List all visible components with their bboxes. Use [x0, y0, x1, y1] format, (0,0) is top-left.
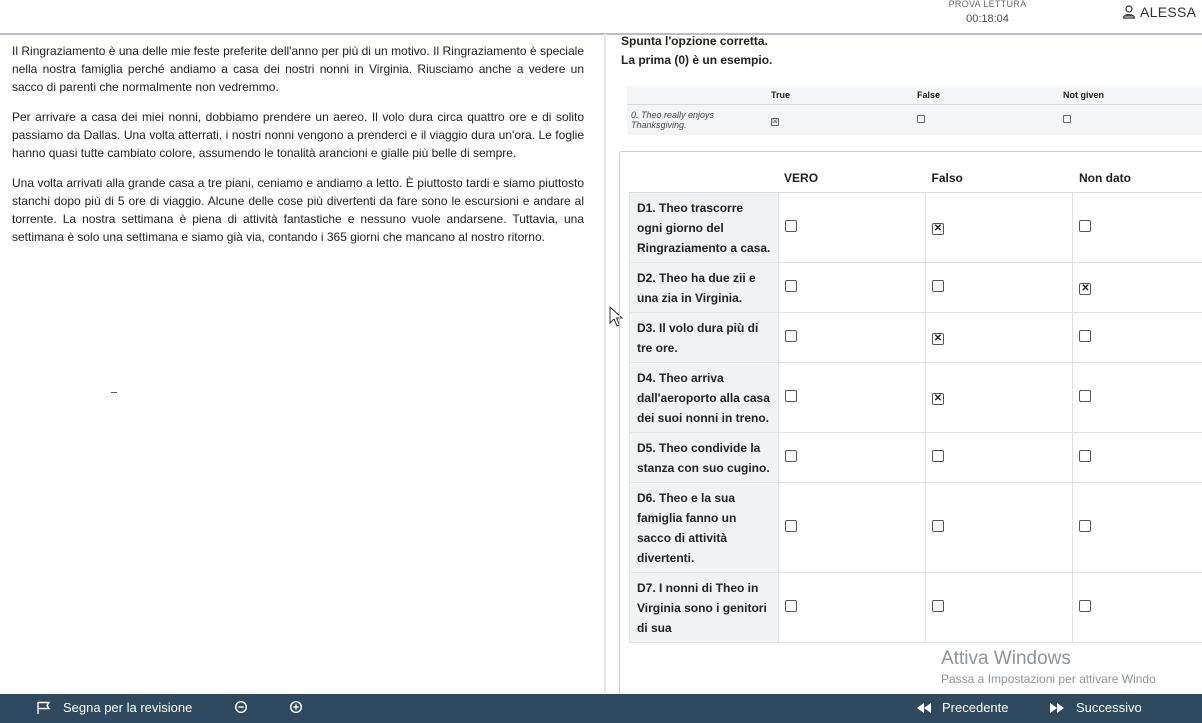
answer-checkbox[interactable] [785, 330, 797, 342]
example-checkbox [917, 115, 925, 123]
next-label: Successivo [1076, 700, 1142, 715]
previous-label: Precedente [942, 700, 1009, 715]
question-text: D2. Theo ha due zii e una zia in Virginia. [630, 263, 779, 313]
example-header: True [767, 86, 913, 105]
passage-paragraph: Una volta arrivati alla grande casa a tre piani, ceniamo e andiamo a letto. È piuttosto tardi e siamo piuttosto stanchi dopo più di 5 ore di viaggio. Alcune delle cose più divertenti da fare sono le escursioni e andare al torrente. La nostra settimana è piena di attività fantastiche e nessuno vuole andarsene. Tuttavia, una settimana è solo una settimana e siamo già via, contando i 365 giorni che mancano al nostro ritorno. [12, 176, 584, 244]
answer-checkbox[interactable] [785, 600, 797, 612]
instruction-line: Spunta l'opzione corretta. [621, 34, 768, 48]
question-row [630, 363, 1202, 433]
user-icon [1122, 5, 1136, 19]
question-text: D5. Theo condivide la stanza con suo cugino. [630, 433, 779, 483]
answer-checkbox[interactable] [785, 220, 797, 232]
flag-for-review-button[interactable] [36, 700, 192, 715]
zoom-out-button[interactable] [234, 700, 248, 714]
watermark-subtitle: Passa a Impostazioni per attivare Windo [941, 672, 1156, 686]
answer-checkbox[interactable]: ✕ [933, 333, 943, 344]
table-header-vero: VERO [778, 163, 925, 193]
instruction-line: La prima (0) è un esempio. [621, 53, 773, 67]
passage-paragraph: Per arrivare a casa dei miei nonni, dobbiamo prendere un aereo. Il volo dura circa quattro ore e di solito passiamo da Dallas. Una volta atterrati, i nostri nonni vengono a prenderci e il viaggio dura un'ora. Le foglie hanno quasi tutte cambiato colore, assumendo le tonalità arancioni e gialle più belle di sempre. [12, 110, 584, 160]
passage-paragraph: Il Ringraziamento è una delle mie feste preferite dell'anno per più di un motivo. Il Ringraziamento è speciale nella nostra famiglia perché andiamo a casa dei nostri nonni in Virginia. Riusciamo anche a vedere un sacco di parenti che normalmente non vedremmo. [12, 44, 584, 94]
answer-checkbox[interactable] [932, 280, 944, 292]
answer-checkbox[interactable]: ✕ [933, 223, 943, 234]
example-checkbox [1063, 115, 1071, 123]
top-bar [0, 0, 1202, 35]
answer-checkbox[interactable] [932, 600, 944, 612]
question-text: D4. Theo arriva dall'aeroporto alla casa dei suoi nonni in treno. [630, 363, 779, 433]
next-button[interactable] [1049, 700, 1142, 715]
previous-button[interactable] [916, 700, 1009, 715]
footer-bar [0, 694, 1202, 723]
answer-checkbox[interactable] [1079, 450, 1091, 462]
timer: 00:18:04 [966, 13, 1009, 25]
answer-checkbox[interactable] [1079, 220, 1091, 232]
question-row [630, 483, 1202, 573]
answer-checkbox[interactable] [785, 280, 797, 292]
example-header-blank [627, 86, 767, 105]
answer-checkbox[interactable] [932, 520, 944, 532]
answer-checkbox[interactable]: ✕ [1081, 283, 1090, 294]
question-text: D3. Il volo dura più di tre ore. [630, 313, 779, 363]
zoom-out-icon [234, 700, 248, 714]
flag-label: Segna per la revisione [63, 700, 193, 715]
reading-passage [12, 42, 584, 258]
answer-panel [619, 151, 1202, 713]
example-header: Not given [1059, 86, 1202, 105]
instructions [621, 32, 772, 70]
answer-checkbox[interactable]: ✕ [933, 393, 943, 404]
example-header: False [913, 86, 1059, 105]
question-row [630, 193, 1202, 263]
answer-checkbox[interactable] [1079, 390, 1091, 402]
table-header-falso: Falso [926, 163, 1073, 193]
table-header-non-dato: Non dato [1073, 163, 1202, 193]
example-table [627, 86, 1202, 135]
question-row [630, 263, 1202, 313]
test-name: PROVA LETTURA [948, 0, 1027, 9]
example-statement: 0. Theo really enjoys Thanksgiving. [631, 110, 715, 130]
pane-divider[interactable] [604, 34, 606, 693]
fast-forward-icon [1049, 702, 1065, 714]
watermark-title: Attiva Windows [941, 648, 1071, 669]
user-name: ALESSA [1140, 4, 1197, 20]
example-checkbox: ☒ [772, 118, 778, 125]
table-header-blank [630, 163, 779, 193]
question-text: D1. Theo trascorre ogni giorno del Ringraziamento a casa. [630, 193, 779, 263]
question-text: D7. I nonni di Theo in Virginia sono i genitori di sua [630, 573, 779, 643]
answer-table [629, 163, 1202, 643]
stray-mark [111, 392, 117, 393]
answer-checkbox[interactable] [1079, 600, 1091, 612]
zoom-in-button[interactable] [289, 700, 303, 714]
zoom-in-icon [289, 700, 303, 714]
answer-checkbox[interactable] [1079, 330, 1091, 342]
question-row [630, 573, 1202, 643]
answer-checkbox[interactable] [785, 390, 797, 402]
windows-activation-watermark [941, 649, 1156, 689]
answer-checkbox[interactable] [1079, 520, 1091, 532]
flag-icon [36, 701, 52, 715]
answer-checkbox[interactable] [785, 520, 797, 532]
question-row [630, 433, 1202, 483]
test-info [930, 0, 1045, 27]
answer-checkbox[interactable] [785, 450, 797, 462]
question-row [630, 313, 1202, 363]
question-text: D6. Theo e la sua famiglia fanno un sacco di attività divertenti. [630, 483, 779, 573]
rewind-icon [916, 702, 932, 714]
answer-checkbox[interactable] [932, 450, 944, 462]
user-menu[interactable] [1122, 4, 1196, 20]
